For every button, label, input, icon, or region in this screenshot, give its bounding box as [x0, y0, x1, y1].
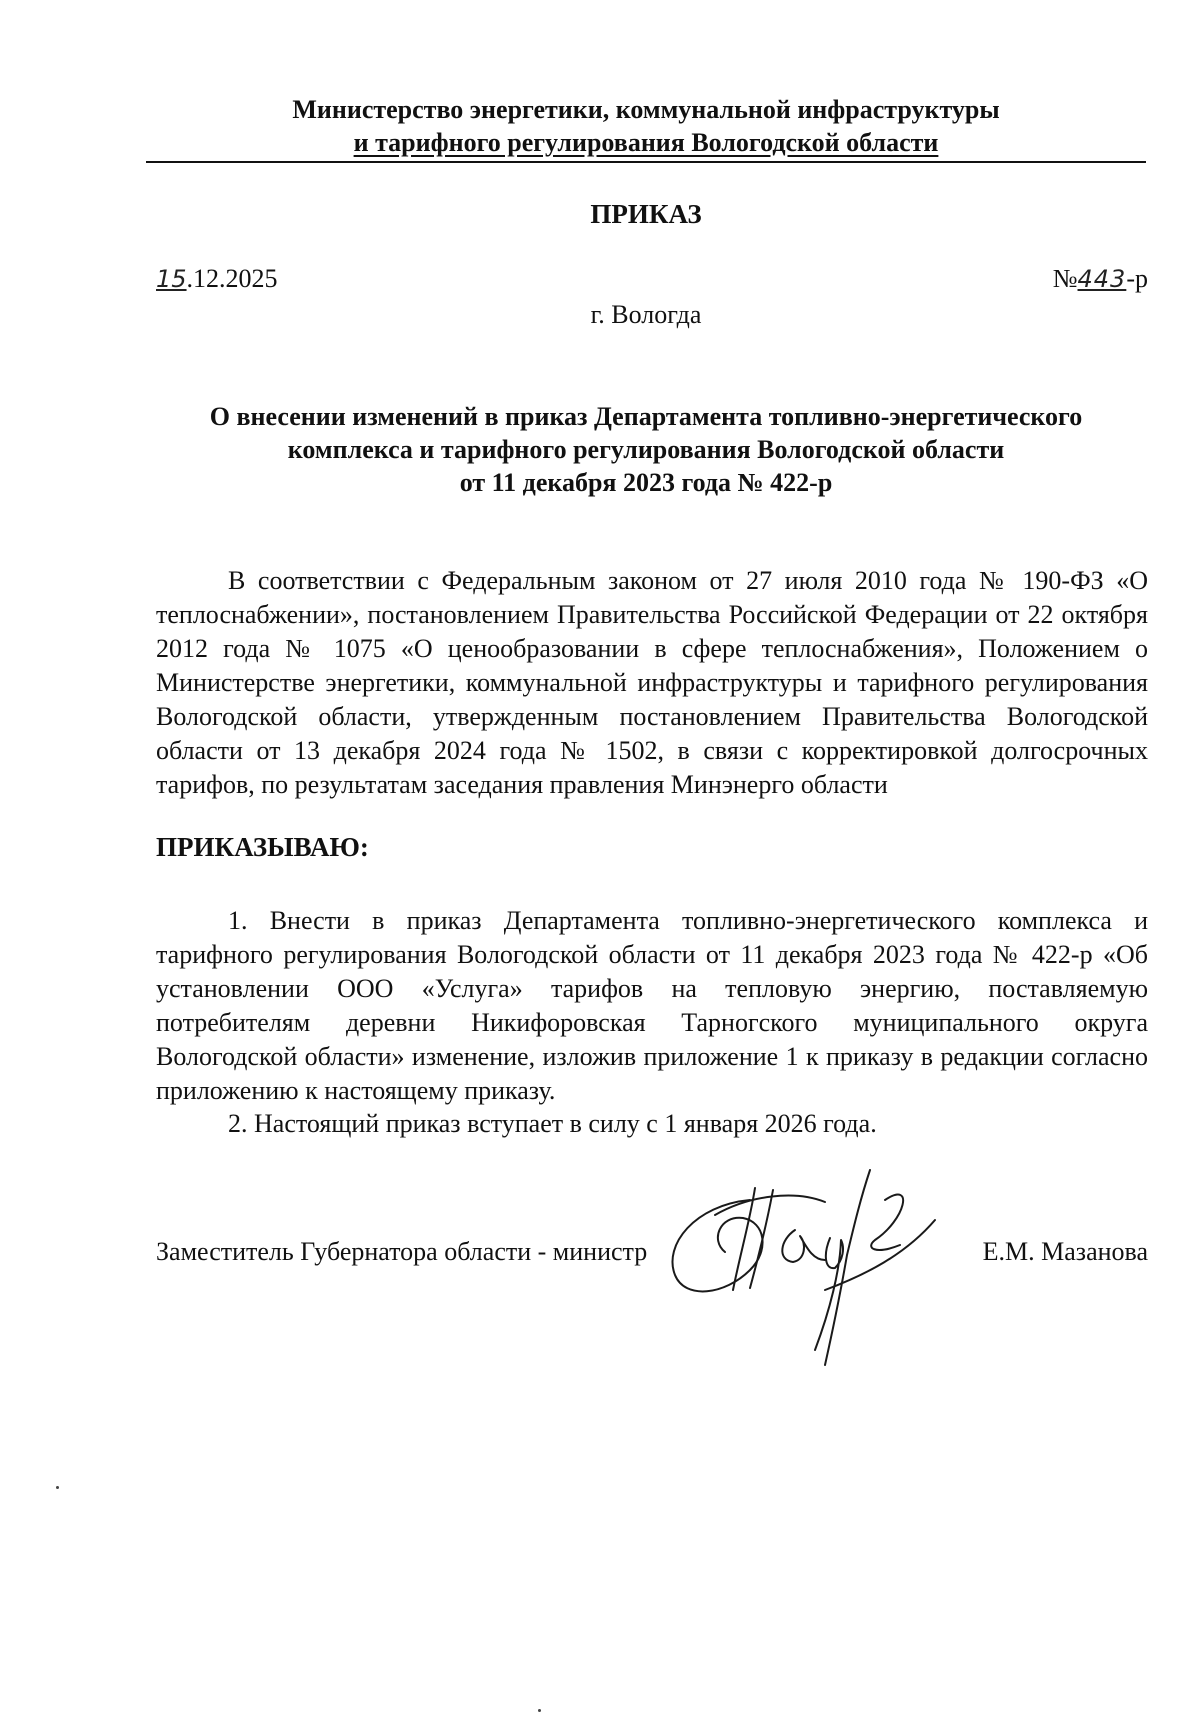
- ministry-header: [140, 93, 1152, 159]
- number-suffix: -р: [1126, 264, 1148, 293]
- order-item-1: 1. Внести в приказ Департамента топливно-энергетического комплекса и тарифного регулирования Вологодской области от 11 декабря 2023 года № 422-р «Об установлении ООО «Услуга» тарифов на тепловую энергию, поставляемую потребителям деревни Никифоровская Тарногского муниципального округа Вологодской области» изменение, изложив приложение 1 к приказу в редакции согласно приложению к настоящему приказу.: [156, 906, 1148, 1105]
- date-month-year: .12.2025: [186, 264, 278, 293]
- scan-speck: [56, 1486, 59, 1489]
- ministry-name-line1: Министерство энергетики, коммунальной инфраструктуры: [292, 95, 1000, 124]
- document-type: ПРИКАЗ: [590, 199, 702, 229]
- document-title: [140, 400, 1152, 499]
- scan-speck: [538, 1709, 541, 1712]
- order-word: ПРИКАЗЫВАЮ:: [156, 832, 369, 862]
- handwritten-date-day: 15: [156, 265, 187, 293]
- document-date: [156, 264, 278, 294]
- title-line3: от 11 декабря 2023 года № 422-р: [459, 468, 833, 497]
- order-item-2: 2. Настоящий приказ вступает в силу с 1 января 2026 года.: [228, 1109, 877, 1138]
- signatory-position: Заместитель Губернатора области - министр: [156, 1237, 648, 1266]
- title-line1: О внесении изменений в приказ Департамента топливно-энергетического: [209, 402, 1083, 431]
- handwritten-number: 443: [1077, 265, 1127, 293]
- document-number: [1053, 264, 1148, 294]
- preamble-paragraph: В соответствии с Федеральным законом от 27 июля 2010 года № 190-ФЗ «О теплоснабжении», постановлением Правительства Российской Федерации от 22 октября 2012 года № 1075 «О ценообразовании в сфере теплоснабжения», Положением о Министерстве энергетики, коммунальной инфраструктуры и тарифного регулирования Вологодской области, утвержденным постановлением Правительства Вологодской области от 13 декабря 2024 года № 1502, в связи с корректировкой долгосрочных тарифов, по результатам заседания правления Минэнерго области: [156, 566, 1148, 799]
- number-prefix: №: [1052, 264, 1078, 293]
- document-city: г. Вологда: [590, 300, 702, 329]
- signatory-name: Е.М. Мазанова: [982, 1237, 1148, 1266]
- ministry-name-line2: и тарифного регулирования Вологодской области: [353, 128, 939, 157]
- header-divider: [146, 161, 1146, 163]
- handwritten-signature: [655, 1160, 975, 1370]
- title-line2: комплекса и тарифного регулирования Вологодской области: [287, 435, 1005, 464]
